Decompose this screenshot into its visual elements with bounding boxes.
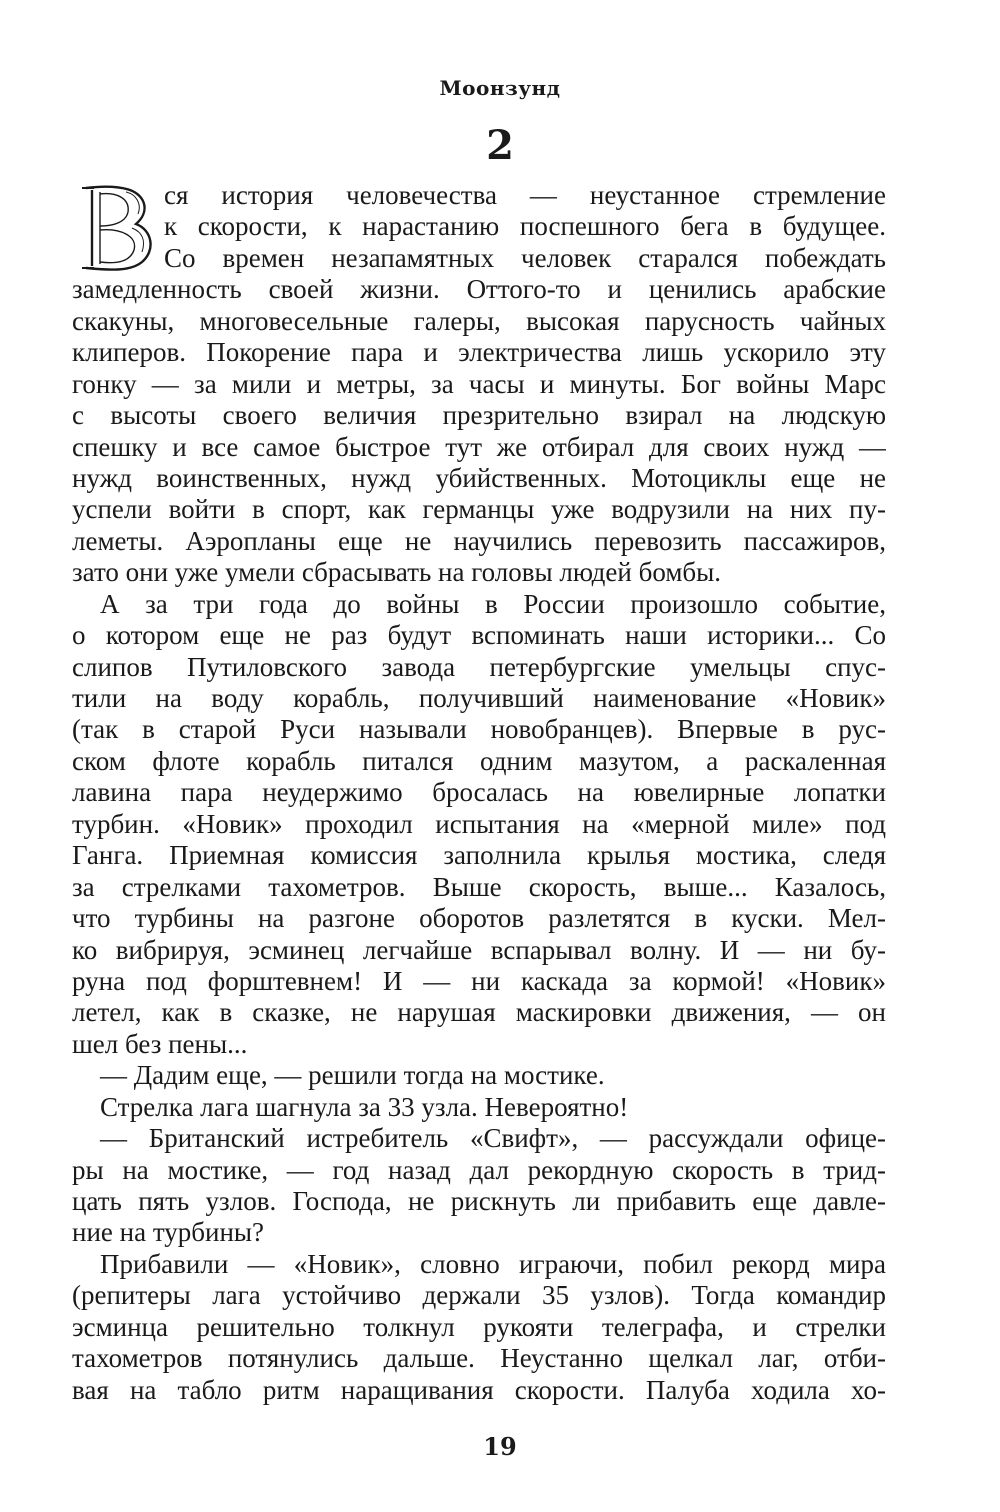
text-line: Стрелка лага шагнула за 33 узла. Невероятно! (100, 1091, 629, 1122)
running-title: Моонзунд (439, 76, 561, 100)
text-line: эсминца решительно толкнул рукояти телеграфа, и стрелки (72, 1311, 886, 1342)
text-line: нужд воинственных, нужд убийственных. Мотоциклы еще не (72, 462, 886, 493)
text-line: зато они уже умели сбрасывать на головы людей бомбы. (72, 557, 722, 588)
text-line: слипов Путиловского завода петербургские умельцы спус- (72, 651, 886, 682)
text-line: к скорости, к нарастанию поспешного бега в будущее. (164, 211, 886, 242)
text-line: Со времен незапамятных человек старался побеждать (164, 242, 886, 273)
text-line: ском флоте корабль питался одним мазутом, а раскаленная (72, 745, 886, 776)
body-text (72, 180, 886, 1406)
text-line: тахометров потянулись дальше. Неустанно щелкал лаг, отби- (72, 1343, 886, 1374)
text-line: за стрелками тахометров. Выше скорость, выше... Казалось, (72, 871, 886, 902)
text-line: ко вибрируя, эсминец легчайше вспарывал волну. И — ни бу- (72, 934, 886, 965)
text-line: с высоты своего величия презрительно взирал на людскую (72, 400, 886, 431)
text-line: леметы. Аэропланы еще не научились перевозить пассажиров, (72, 525, 886, 556)
drop-cap (72, 182, 158, 274)
text-line: гонку — за мили и метры, за часы и минуты. Бог войны Марс (72, 368, 886, 399)
text-line: о котором еще не раз будут вспоминать наши историки... Со (72, 620, 886, 651)
text-line: цать пять узлов. Господа, не рискнуть ли прибавить еще давле- (72, 1186, 886, 1216)
text-line: ры на мостике, — год назад дал рекордную скорость в трид- (72, 1154, 886, 1185)
text-line: А за три года до войны в России произошло событие, (100, 588, 886, 619)
text-line: (репитеры лага устойчиво держали 35 узлов). Тогда командир (72, 1280, 886, 1311)
text-line: замедленность своей жизни. Оттого-то и ценились арабские (72, 274, 886, 305)
page-number: 19 (483, 1432, 517, 1461)
text-line: спешку и все самое быстрое тут же отбирал для своих нужд — (72, 431, 886, 462)
text-line: летел, как в сказке, не нарушая маскировки движения, — он (72, 997, 886, 1028)
text-line: турбин. «Новик» проходил испытания на «мерной миле» под (72, 808, 886, 839)
text-line: скакуны, многовесельные галеры, высокая парусность чайных (72, 305, 886, 336)
text-line: (так в старой Руси называли новобранцев). Впервые в рус- (72, 714, 886, 745)
text-line: что турбины на разгоне оборотов разлетятся в куски. Мел- (72, 903, 886, 934)
text-line: тили на воду корабль, получивший наименование «Новик» (72, 683, 886, 713)
text-line: клиперов. Покорение пара и электричества лишь ускорило эту (72, 337, 886, 368)
text-line: успели войти в спорт, как германцы уже водрузили на них пу- (72, 494, 886, 525)
text-line: — Британский истребитель «Свифт», — рассуждали офице- (100, 1123, 886, 1154)
text-line: ние на турбины? (72, 1217, 265, 1248)
text-line: Ганга. Приемная комиссия заполнила крылья мостика, следя (72, 840, 886, 871)
text-line: — Дадим еще, — решили тогда на мостике. (100, 1060, 605, 1091)
text-line: лавина пара неудержимо бросалась на ювелирные лопатки (72, 777, 886, 808)
text-line: руна под форштевнем! И — ни каскада за кормой! «Новик» (72, 965, 886, 996)
text-line: ся история человечества — неустанное стремление (164, 180, 886, 210)
text-line: Прибавили — «Новик», словно играючи, побил рекорд мира (100, 1248, 886, 1279)
text-line: шел без пены... (72, 1028, 248, 1059)
text-line: вая на табло ритм наращивания скорости. Палуба ходила хо- (72, 1374, 886, 1405)
chapter-number: 2 (486, 122, 514, 169)
decorative-drop-cap-letter (72, 182, 158, 274)
